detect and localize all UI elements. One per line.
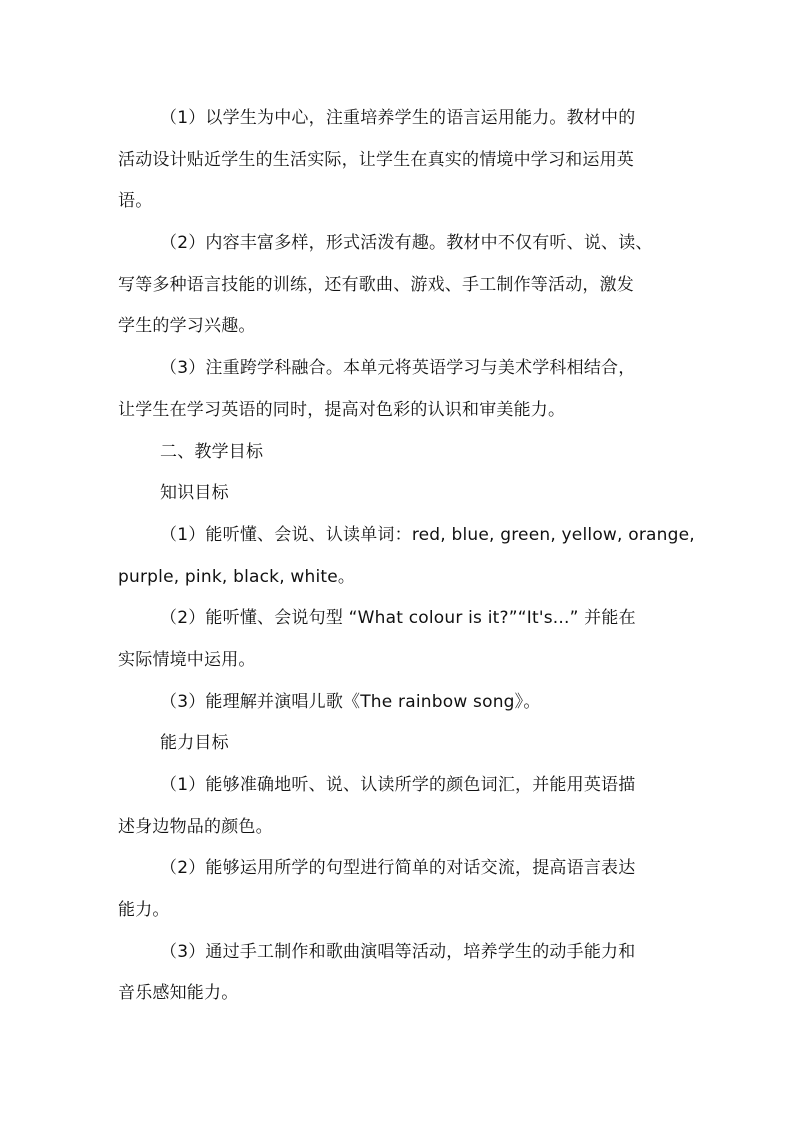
paragraph-line: （3）能理解并演唱儿歌《The rainbow song》。 [160,691,541,712]
paragraph-line: 活动设计贴近学生的生活实际，让学生在真实的情境中学习和运用英 [118,149,634,170]
subsection-heading: 知识目标 [160,483,229,504]
paragraph-line: 让学生在学习英语的同时，提高对色彩的认识和审美能力。 [118,399,566,420]
paragraph-line: （1）能够准确地听、说、认读所学的颜色词汇，并能用英语描 [160,775,636,795]
section-heading: 二、教学目标 [160,441,264,462]
subsection-heading: 能力目标 [160,733,229,754]
paragraph-line: 语。 [118,191,153,212]
paragraph-line: 音乐感知能力。 [118,983,239,1004]
paragraph-line: （2）能够运用所学的句型进行简单的对话交流，提高语言表达 [160,858,636,879]
paragraph-line: （2）内容丰富多样，形式活泼有趣。教材中不仅有听、说、读、 [160,233,653,254]
paragraph-line: 能力。 [118,900,170,921]
paragraph-line: purple, pink, black, white。 [118,566,356,587]
paragraph-line: （3）通过手工制作和歌曲演唱等活动，培养学生的动手能力和 [160,941,636,962]
paragraph-line: （2）能听懂、会说句型 “What colour is it?”“It's...” 并能在 [160,608,636,629]
paragraph-line: 实际情境中运用。 [118,649,256,670]
paragraph-line: 写等多种语言技能的训练，还有歌曲、游戏、手工制作等活动，激发 [118,274,634,295]
paragraph-line: 述身边物品的颜色。 [118,816,273,837]
paragraph-line: （1）能听懂、会说、认读单词：red, blue, green, yellow, orange, [160,524,695,545]
paragraph-line: 学生的学习兴趣。 [118,316,256,337]
paragraph-line: （3）注重跨学科融合。本单元将英语学习与美术学科相结合， [160,358,636,379]
paragraph-line: （1）以学生为中心，注重培养学生的语言运用能力。教材中的 [160,108,636,128]
document-body [118,98,695,1015]
